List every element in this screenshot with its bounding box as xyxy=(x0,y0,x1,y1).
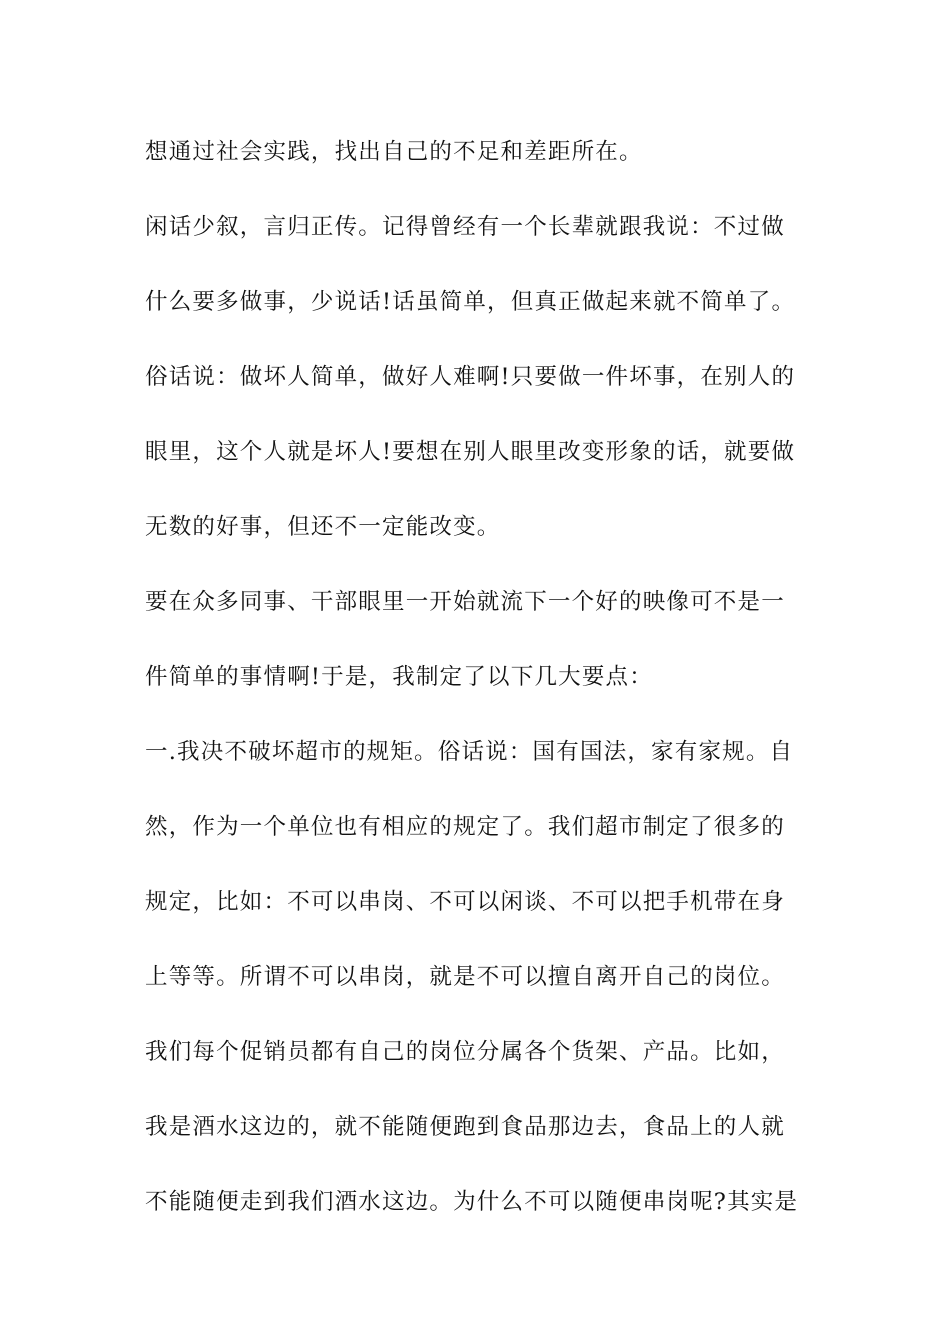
document-body xyxy=(145,132,825,1257)
text-line: 闲话少叙，言归正传。记得曾经有一个长辈就跟我说：不过做 xyxy=(145,214,785,240)
text-line: 想通过社会实践，找出自己的不足和差距所在。 xyxy=(145,139,643,165)
text-line: 规定，比如：不可以串岗、不可以闲谈、不可以把手机带在身 xyxy=(145,889,785,915)
text-line: 我们每个促销员都有自己的岗位分属各个货架、产品。比如， xyxy=(145,1039,785,1065)
text-line: 上等等。所谓不可以串岗，就是不可以擅自离开自己的岗位。 xyxy=(145,964,785,990)
text-line: 眼里，这个人就是坏人!要想在别人眼里改变形象的话，就要做 xyxy=(145,439,796,465)
text-line: 无数的好事，但还不一定能改变。 xyxy=(145,514,501,540)
text-line: 我是酒水这边的，就不能随便跑到食品那边去，食品上的人就 xyxy=(145,1114,785,1140)
text-line: 要在众多同事、干部眼里一开始就流下一个好的映像可不是一 xyxy=(145,589,785,615)
text-line: 件简单的事情啊!于是，我制定了以下几大要点： xyxy=(145,664,653,690)
text-line: 然，作为一个单位也有相应的规定了。我们超市制定了很多的 xyxy=(145,814,785,840)
text-line: 俗话说：做坏人简单，做好人难啊!只要做一件坏事，在别人的 xyxy=(145,364,796,390)
text-line: 不能随便走到我们酒水这边。为什么不可以随便串岗呢?其实是 xyxy=(145,1189,799,1215)
text-line: 一.我决不破坏超市的规矩。俗话说：国有国法，家有家规。自 xyxy=(145,739,794,765)
text-line: 什么要多做事，少说话!话虽简单，但真正做起来就不简单了。 xyxy=(145,289,796,315)
